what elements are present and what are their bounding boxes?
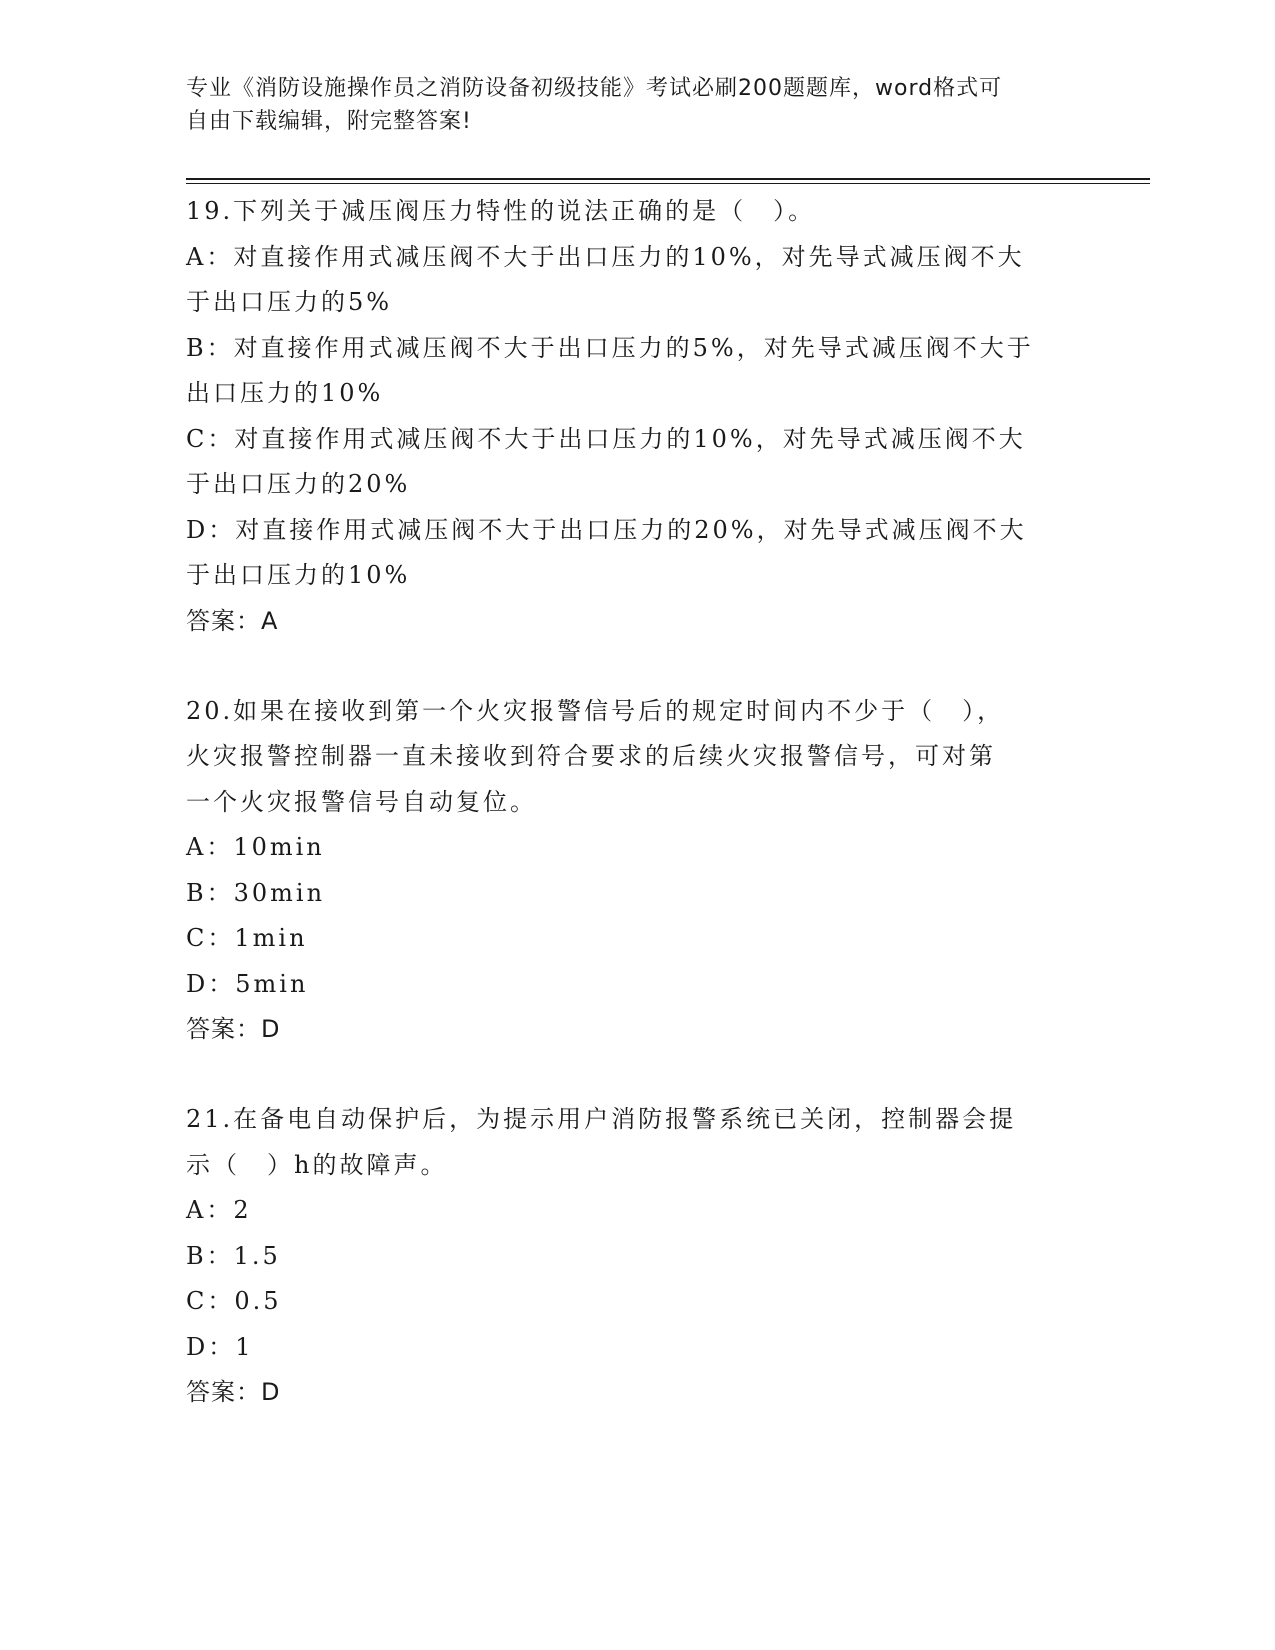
document-header [186,72,1066,138]
option-a: A：10min [186,833,325,861]
option-line: 于出口压力的20% [186,470,411,498]
header-line-1: 专业《消防设施操作员之消防设备初级技能》考试必刷200题题库，word格式可 [186,76,1003,101]
question-text-line: 21.在备电自动保护后，为提示用户消防报警系统已关闭，控制器会提 [186,1105,1017,1133]
option-d: D：5min [186,969,309,998]
option-a [186,235,1086,326]
question-text-line: 20.如果在接收到第一个火灾报警信号后的规定时间内不少于（ ）， [186,696,1005,725]
option-line: D：对直接作用式减压阀不大于出口压力的20%，对先导式减压阀不大 [186,515,1027,544]
option-d [186,508,1086,599]
option-line: 于出口压力的5% [186,288,393,316]
answer-label: 答案：D [186,1015,281,1043]
option-line: 出口压力的10% [186,379,384,407]
question-19 [186,189,1086,644]
option-b [186,326,1086,417]
option-line: 于出口压力的10% [186,561,411,589]
answer-label: 答案：D [186,1378,281,1406]
option-b: B：1.5 [186,1241,281,1270]
answer-label: 答案：A [186,606,279,635]
header-divider-thin [186,183,1150,184]
question-text-line: 一个火灾报警信号自动复位。 [186,787,537,816]
header-line-2: 自由下载编辑，附完整答案! [186,109,472,134]
option-c: C：0.5 [186,1287,282,1315]
question-20 [186,689,1086,1053]
question-text-line: 19.下列关于减压阀压力特性的说法正确的是（ ）。 [186,197,816,225]
option-d: D：1 [186,1332,254,1361]
question-list [186,189,1086,1460]
option-line: B：对直接作用式减压阀不大于出口压力的5%，对先导式减压阀不大于 [186,333,1034,362]
question-text-line: 火灾报警控制器一直未接收到符合要求的后续火灾报警信号，可对第 [186,742,996,770]
option-c: C：1min [186,924,308,952]
option-line: A：对直接作用式减压阀不大于出口压力的10%，对先导式减压阀不大 [186,242,1025,271]
option-c [186,417,1086,508]
option-line: C：对直接作用式减压阀不大于出口压力的10%，对先导式减压阀不大 [186,424,1026,453]
option-b: B：30min [186,878,326,907]
header-divider-thick [186,178,1150,180]
question-text-line: 示（ ）h的故障声。 [186,1150,448,1179]
option-a: A：2 [186,1196,252,1224]
question-21 [186,1097,1086,1415]
